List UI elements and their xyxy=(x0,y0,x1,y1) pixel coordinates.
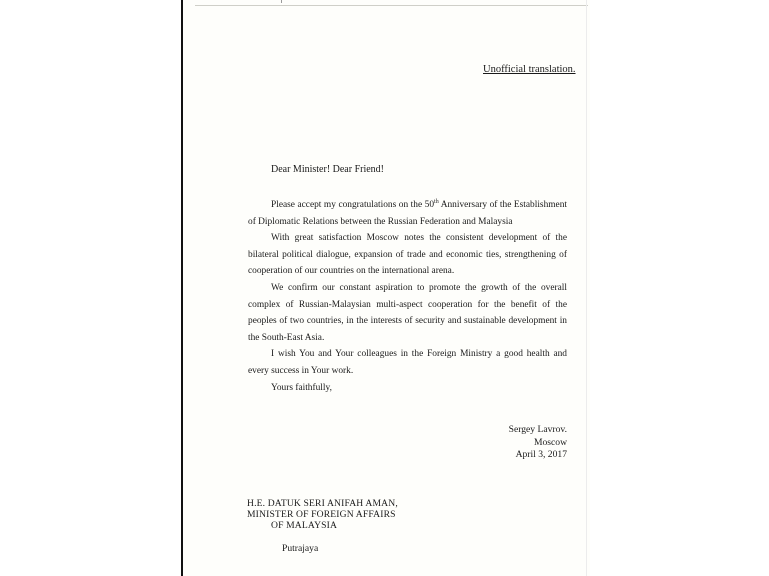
signer-name: Sergey Lavrov. xyxy=(508,424,567,435)
paragraph-congratulations xyxy=(248,197,567,230)
unofficial-translation-note: Unofficial translation. xyxy=(483,64,576,75)
paragraph-cooperation: We confirm our constant aspiration to promote the growth of the overall complex of Russian-Malaysian multi-aspect cooperation for the benefit of the peoples of two countries, in the interests of security and sustainable development in the South-East Asia. xyxy=(248,282,567,343)
signer-city: Moscow xyxy=(533,436,567,448)
signature-block xyxy=(440,424,567,462)
recipient-title: MINISTER OF FOREIGN AFFAIRS xyxy=(247,508,396,520)
salutation: Dear Minister! Dear Friend! xyxy=(271,164,385,175)
recipient-name: H.E. DATUK SERI ANIFAH AMAN, xyxy=(247,498,398,509)
paragraph-wishes: I wish You and Your colleagues in the Foreign Ministry a good health and every success in Your work. xyxy=(248,349,567,376)
letter-body xyxy=(248,197,567,396)
closing: Yours faithfully, xyxy=(271,382,332,393)
paragraph-satisfaction: With great satisfaction Moscow notes the consistent development of the bilateral political dialogue, expansion of trade and economic ties, strengthening of cooperation of our countries on the international arena. xyxy=(248,233,567,277)
top-edge-line xyxy=(195,5,588,6)
paragraph-1-start: Please accept my congratulations on the 50 xyxy=(271,200,435,210)
top-edge-mark xyxy=(281,0,282,3)
recipient-country: OF MALAYSIA xyxy=(271,519,338,531)
page-right-edge xyxy=(586,0,587,576)
recipient-address xyxy=(247,499,398,531)
letter-date: April 3, 2017 xyxy=(515,449,567,460)
paragraph-1-end: Anniversary of the Establishment of Diplomatic Relations between the Russian Federation and Malaysia xyxy=(248,200,568,227)
ordinal-suffix: th xyxy=(434,198,439,205)
recipient-city: Putrajaya xyxy=(282,543,319,554)
